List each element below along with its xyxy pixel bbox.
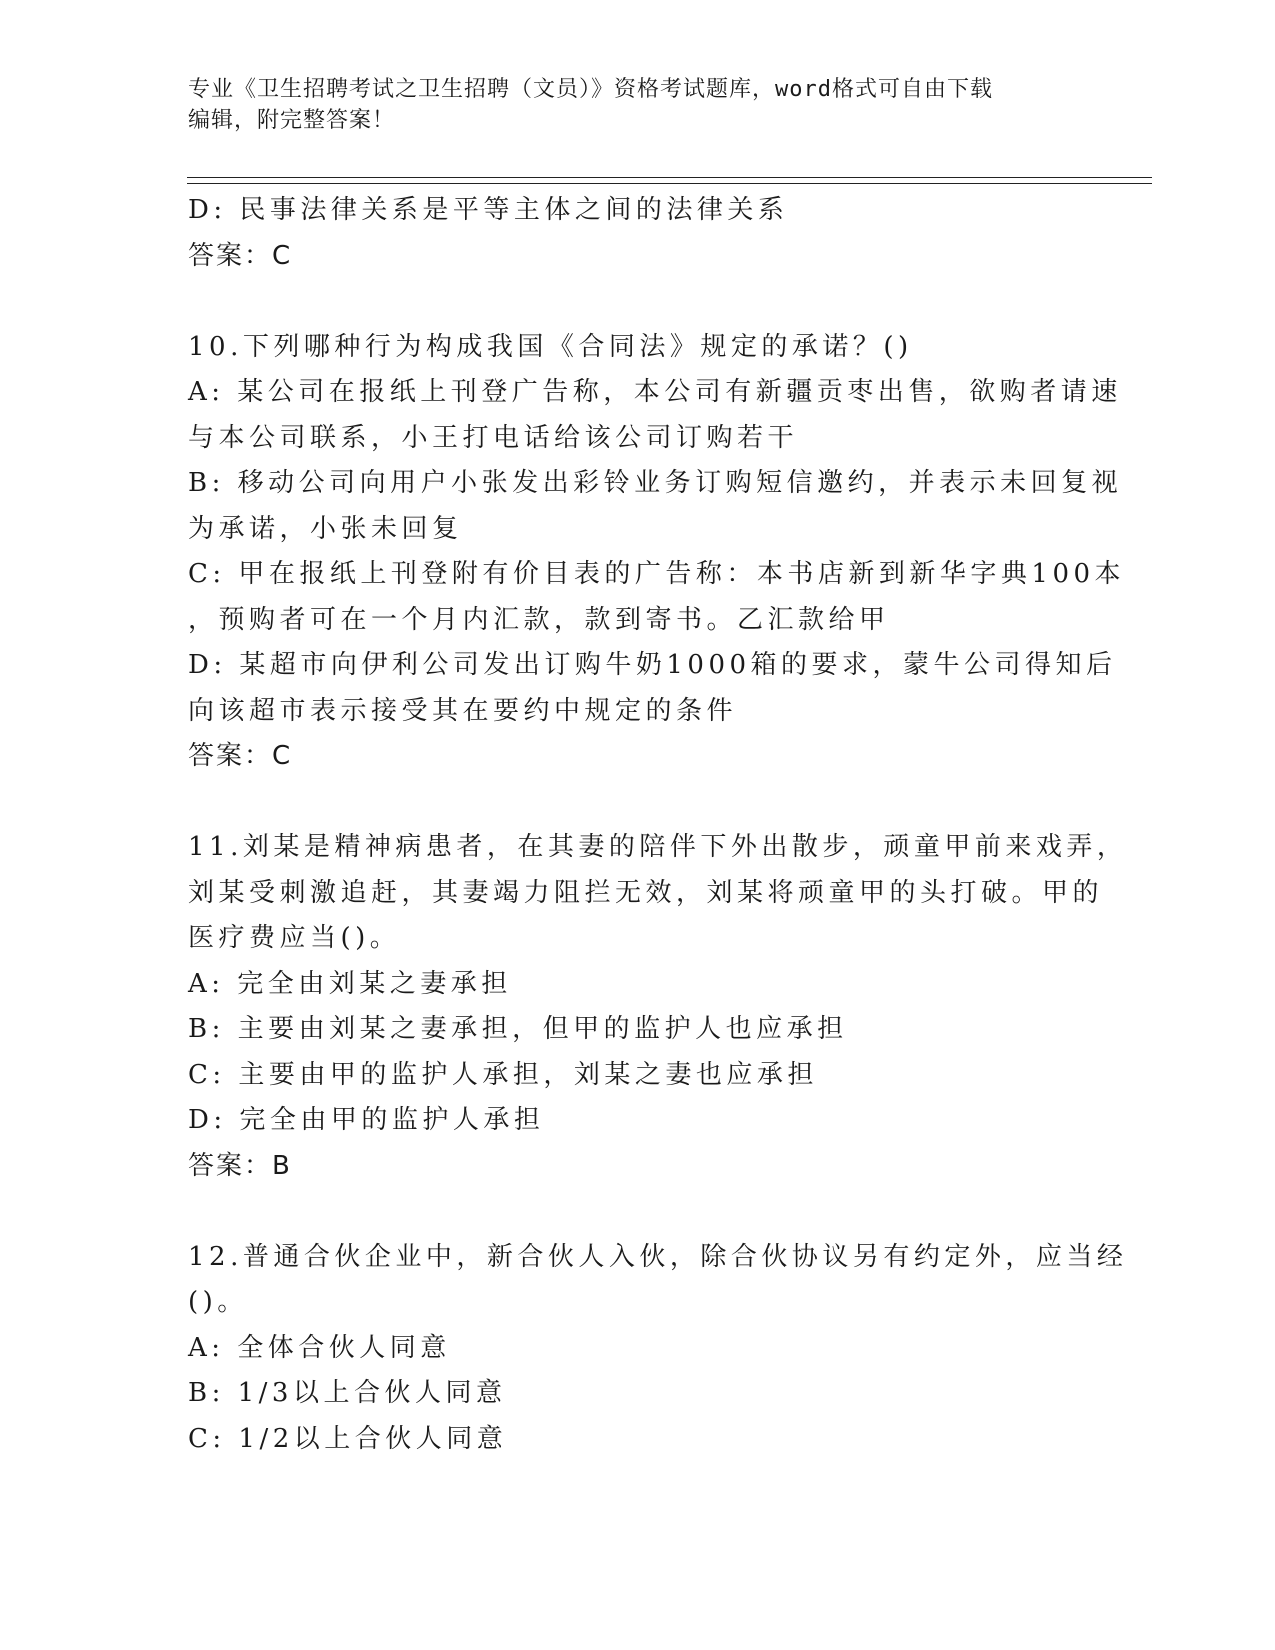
option-c: C: 1/2以上合伙人同意 bbox=[188, 1423, 508, 1454]
option-d: D: 完全由甲的监护人承担 bbox=[188, 1105, 545, 1135]
option-b: B: 移动公司向用户小张发出彩铃业务订购短信邀约，并表示未回复视 bbox=[188, 468, 1123, 498]
spacer bbox=[188, 1189, 1078, 1235]
previous-question-tail bbox=[188, 188, 1078, 279]
option-b-continued: 为承诺，小张未回复 bbox=[188, 513, 463, 544]
spacer bbox=[188, 279, 1078, 325]
option-d: D: 民事法律关系是平等主体之间的法律关系 bbox=[188, 195, 789, 225]
option-a-continued: 与本公司联系，小王打电话给该公司订购若干 bbox=[188, 422, 799, 453]
option-c: C: 甲在报纸上刊登附有价目表的广告称：本书店新到新华字典100本 bbox=[188, 559, 1126, 589]
question-12 bbox=[188, 1235, 1128, 1463]
question-stem: 12.普通合伙企业中，新合伙人入伙，除合伙协议另有约定外，应当经 bbox=[188, 1241, 1128, 1272]
option-a: A: 完全由刘某之妻承担 bbox=[188, 968, 512, 999]
option-c: C: 主要由甲的监护人承担，刘某之妻也应承担 bbox=[188, 1059, 818, 1090]
answer: 答案：C bbox=[188, 741, 293, 771]
question-stem-continued: 刘某受刺激追赶，其妻竭力阻拦无效，刘某将顽童甲的头打破。甲的 bbox=[188, 877, 1104, 908]
answer: 答案：C bbox=[188, 240, 293, 271]
header-rule-bottom bbox=[187, 183, 1152, 184]
question-stem-continued: 医疗费应当()。 bbox=[188, 923, 401, 953]
document-body bbox=[188, 188, 1128, 1462]
spacer bbox=[188, 780, 1078, 826]
option-d-continued: 向该超市表示接受其在要约中规定的条件 bbox=[188, 695, 738, 726]
option-c-continued: ，预购者可在一个月内汇款，款到寄书。乙汇款给甲 bbox=[188, 604, 890, 635]
question-stem: 10.下列哪种行为构成我国《合同法》规定的承诺？() bbox=[188, 331, 913, 362]
header-line-1: 专业《卫生招聘考试之卫生招聘（文员）》资格考试题库，word格式可自由下载 bbox=[188, 77, 993, 102]
option-b: B: 主要由刘某之妻承担，但甲的监护人也应承担 bbox=[188, 1014, 848, 1044]
option-a: A: 某公司在报纸上刊登广告称，本公司有新疆贡枣出售，欲购者请速 bbox=[188, 377, 1122, 407]
answer: 答案：B bbox=[188, 1150, 292, 1181]
header-line-2: 编辑，附完整答案！ bbox=[188, 108, 396, 133]
option-b: B: 1/3以上合伙人同意 bbox=[188, 1378, 507, 1408]
question-11 bbox=[188, 825, 1128, 1189]
option-d: D: 某超市向伊利公司发出订购牛奶1000箱的要求，蒙牛公司得知后 bbox=[188, 650, 1117, 680]
question-stem-continued: ()。 bbox=[188, 1287, 248, 1317]
page-header bbox=[188, 74, 1068, 136]
option-a: A: 全体合伙人同意 bbox=[188, 1332, 451, 1363]
question-stem: 11.刘某是精神病患者，在其妻的陪伴下外出散步，顽童甲前来戏弄， bbox=[188, 832, 1128, 862]
question-10 bbox=[188, 325, 1126, 780]
header-rule-top bbox=[187, 177, 1152, 178]
